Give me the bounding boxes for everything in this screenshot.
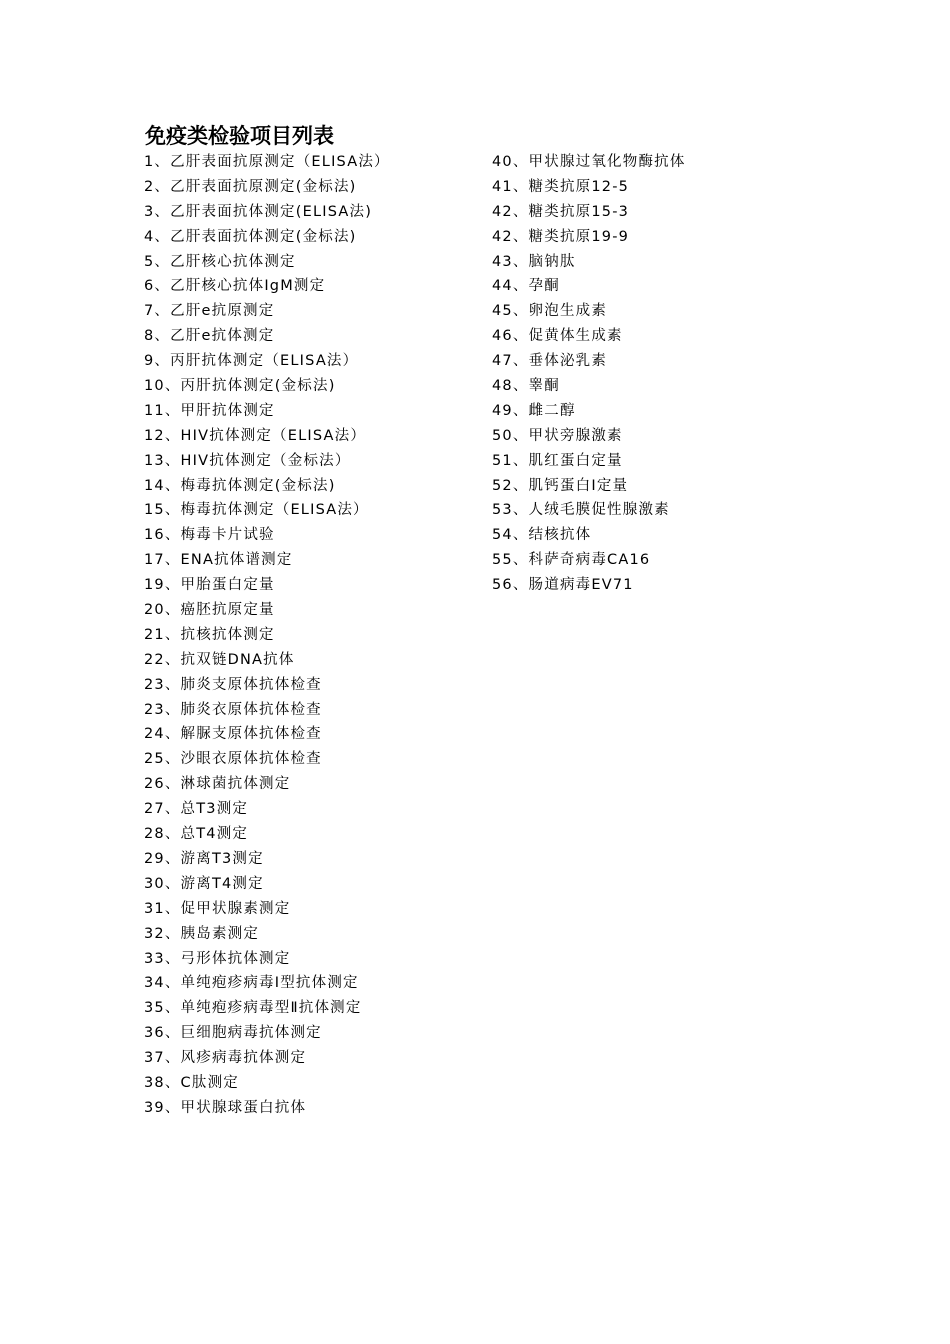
list-item: 42、糖类抗原15-3 <box>492 203 630 220</box>
list-item: 6、乙肝核心抗体IgM测定 <box>144 278 326 295</box>
list-item: 28、总T4测定 <box>144 826 249 843</box>
list-item: 29、游离T3测定 <box>144 850 264 867</box>
list-item: 2、乙肝表面抗原测定(金标法) <box>144 178 357 195</box>
left-item-list <box>144 150 390 1121</box>
list-item: 27、总T3测定 <box>144 801 249 818</box>
list-item: 45、卵泡生成素 <box>492 303 608 320</box>
list-item: 19、甲胎蛋白定量 <box>144 577 275 594</box>
list-item: 3、乙肝表面抗体测定(ELISA法) <box>144 203 373 220</box>
list-item: 31、促甲状腺素测定 <box>144 900 291 917</box>
list-item: 44、孕酮 <box>492 278 560 295</box>
list-item: 42、糖类抗原19-9 <box>492 228 630 245</box>
list-item: 23、肺炎支原体抗体检查 <box>144 676 322 693</box>
list-item: 23、肺炎衣原体抗体检查 <box>144 701 322 718</box>
list-item: 41、糖类抗原12-5 <box>492 178 630 195</box>
list-item: 38、C肽测定 <box>144 1074 239 1091</box>
list-item: 56、肠道病毒EV71 <box>492 577 634 594</box>
list-item: 51、肌红蛋白定量 <box>492 452 623 469</box>
list-item: 49、雌二醇 <box>492 402 576 419</box>
list-item: 20、癌胚抗原定量 <box>144 602 275 619</box>
list-item: 21、抗核抗体测定 <box>144 626 275 643</box>
list-item: 34、单纯疱疹病毒Ⅰ型抗体测定 <box>144 975 359 992</box>
list-item: 22、抗双链DNA抗体 <box>144 651 295 668</box>
list-item: 9、丙肝抗体测定（ELISA法） <box>144 353 359 370</box>
list-item: 37、风疹病毒抗体测定 <box>144 1050 307 1067</box>
list-item: 35、单纯疱疹病毒型Ⅱ抗体测定 <box>144 1000 362 1017</box>
list-item: 52、肌钙蛋白I定量 <box>492 477 629 494</box>
list-item: 48、睾酮 <box>492 378 560 395</box>
list-item: 46、促黄体生成素 <box>492 328 623 345</box>
list-item: 15、梅毒抗体测定（ELISA法） <box>144 502 369 519</box>
list-item: 36、巨细胞病毒抗体测定 <box>144 1025 322 1042</box>
list-item: 26、淋球菌抗体测定 <box>144 776 291 793</box>
right-item-list <box>492 150 686 598</box>
list-item: 53、人绒毛膜促性腺激素 <box>492 502 670 519</box>
list-item: 5、乙肝核心抗体测定 <box>144 253 296 270</box>
list-item: 43、脑钠肽 <box>492 253 576 270</box>
list-item: 47、垂体泌乳素 <box>492 353 608 370</box>
list-item: 16、梅毒卡片试验 <box>144 527 275 544</box>
list-item: 10、丙肝抗体测定(金标法) <box>144 378 336 395</box>
list-item: 13、HIV抗体测定（金标法） <box>144 452 351 469</box>
list-item: 50、甲状旁腺激素 <box>492 427 623 444</box>
list-item: 32、胰岛素测定 <box>144 925 260 942</box>
list-item: 39、甲状腺球蛋白抗体 <box>144 1099 307 1116</box>
list-item: 30、游离T4测定 <box>144 875 264 892</box>
list-item: 54、结核抗体 <box>492 527 592 544</box>
list-item: 17、ENA抗体谱测定 <box>144 552 293 569</box>
list-item: 4、乙肝表面抗体测定(金标法) <box>144 228 357 245</box>
list-item: 33、弓形体抗体测定 <box>144 950 291 967</box>
list-item: 14、梅毒抗体测定(金标法) <box>144 477 336 494</box>
list-item: 11、甲肝抗体测定 <box>144 402 275 419</box>
list-item: 24、解脲支原体抗体检查 <box>144 726 322 743</box>
list-item: 12、HIV抗体测定（ELISA法） <box>144 427 367 444</box>
list-item: 8、乙肝e抗体测定 <box>144 328 275 345</box>
list-item: 7、乙肝e抗原测定 <box>144 303 275 320</box>
page-title: 免疫类检验项目列表 <box>145 123 334 148</box>
list-item: 55、科萨奇病毒CA16 <box>492 552 651 569</box>
list-item: 1、乙肝表面抗原测定（ELISA法） <box>144 154 390 170</box>
list-item: 40、甲状腺过氧化物酶抗体 <box>492 154 686 170</box>
list-item: 25、沙眼衣原体抗体检查 <box>144 751 322 768</box>
